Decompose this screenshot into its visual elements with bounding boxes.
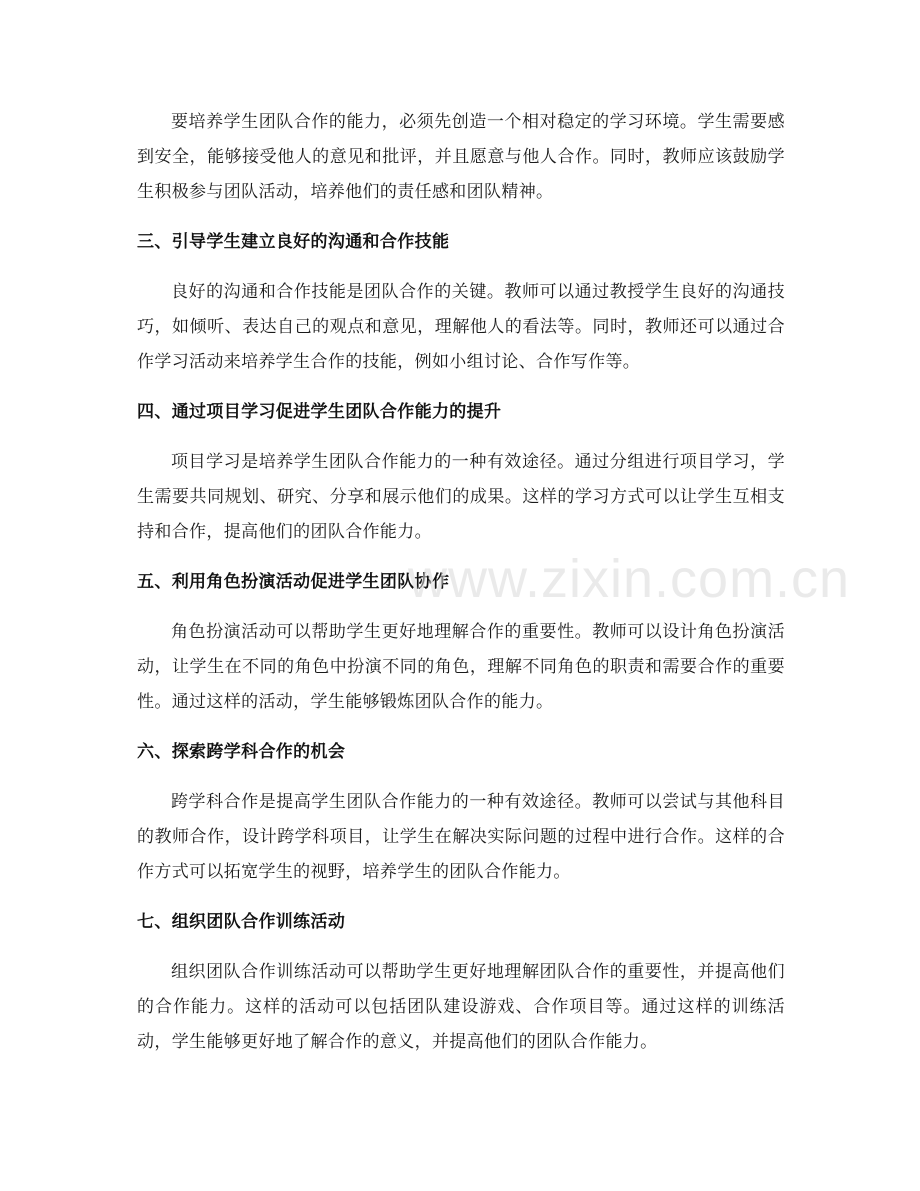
section-paragraph-4: 项目学习是培养学生团队合作能力的一种有效途径。通过分组进行项目学习，学生需要共同规划、研究、分享和展示他们的成果。这样的学习方式可以让学生互相支持和合作，提高他们的团队合作能力。 <box>137 452 785 542</box>
section-heading-5: 五、利用角色扮演活动促进学生团队协作 <box>137 572 450 592</box>
section-heading-3: 三、引导学生建立良好的沟通和合作技能 <box>137 232 450 252</box>
section-paragraph-5: 角色扮演活动可以帮助学生更好地理解合作的重要性。教师可以设计角色扮演活动，让学生在不同的角色中扮演不同的角色，理解不同角色的职责和需要合作的重要性。通过这样的活动，学生能够锻炼团队合作的能力。 <box>137 622 785 712</box>
section-paragraph-3: 良好的沟通和合作技能是团队合作的关键。教师可以通过教授学生良好的沟通技巧，如倾听、表达自己的观点和意见，理解他人的看法等。同时，教师还可以通过合作学习活动来培养学生合作的技能，例如小组讨论、合作写作等。 <box>137 282 785 372</box>
section-paragraph-7: 组织团队合作训练活动可以帮助学生更好地理解团队合作的重要性，并提高他们的合作能力。这样的活动可以包括团队建设游戏、合作项目等。通过这样的训练活动，学生能够更好地了解合作的意义，并提高他们的团队合作能力。 <box>137 962 785 1052</box>
intro-paragraph: 要培养学生团队合作的能力，必须先创造一个相对稳定的学习环境。学生需要感到安全，能够接受他人的意见和批评，并且愿意与他人合作。同时，教师应该鼓励学生积极参与团队活动，培养他们的责任感和团队精神。 <box>137 112 785 202</box>
section-paragraph-6: 跨学科合作是提高学生团队合作能力的一种有效途径。教师可以尝试与其他科目的教师合作，设计跨学科项目，让学生在解决实际问题的过程中进行合作。这样的合作方式可以拓宽学生的视野，培养学生的团队合作能力。 <box>137 792 785 882</box>
document-body <box>137 105 785 1060</box>
section-heading-4: 四、通过项目学习促进学生团队合作能力的提升 <box>137 402 502 422</box>
section-heading-6: 六、探索跨学科合作的机会 <box>137 742 346 762</box>
watermark: www.zixin.com.cn <box>408 549 851 609</box>
section-heading-7: 七、组织团队合作训练活动 <box>137 912 346 932</box>
